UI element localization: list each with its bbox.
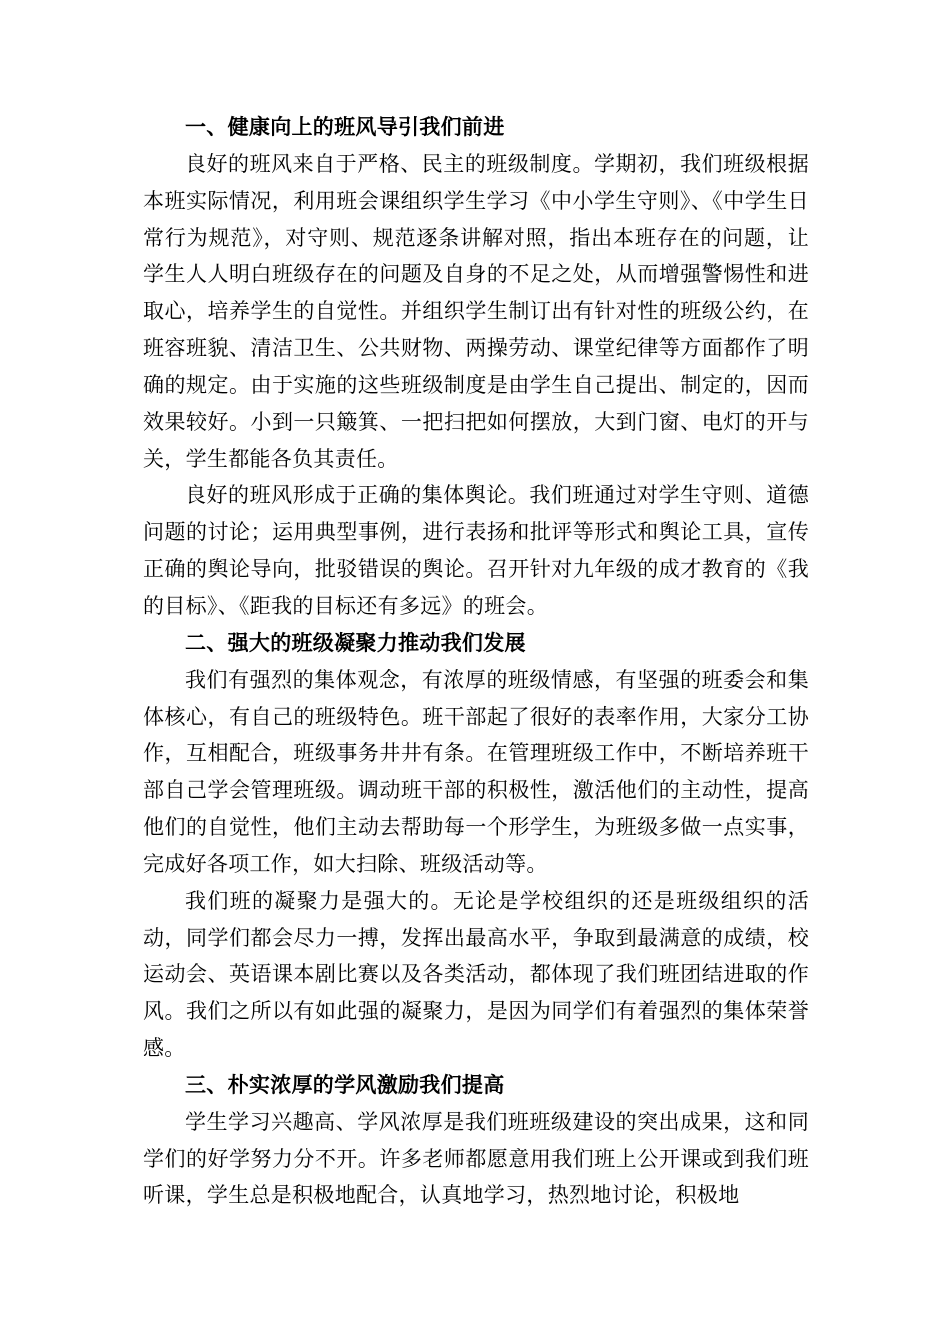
section-2-paragraph-2: 我们班的凝聚力是强大的。无论是学校组织的还是班级组织的活动，同学们都会尽力一搏，发挥出最高水平，争取到最满意的成绩，校运动会、英语课本剧比赛以及各类活动，都体现了我们班团结进取的作风。我们之所以有如此强的凝聚力，是因为同学们有着强烈的集体荣誉感。 <box>143 888 809 1061</box>
section-1-paragraph-1: 良好的班风来自于严格、民主的班级制度。学期初，我们班级根据本班实际情况，利用班会课组织学生学习《中小学生守则》、《中学生日常行为规范》，对守则、规范逐条讲解对照，指出本班存在的问题，让学生人人明白班级存在的问题及自身的不足之处，从而增强警惕性和进取心，培养学生的自觉性。并组织学生制订出有针对性的班级公约，在班容班貌、清洁卫生、公共财物、两操劳动、课堂纪律等方面都作了明确的规定。由于实施的这些班级制度是由学生自己提出、制定的，因而效果较好。小到一只簸箕、一把扫把如何摆放，大到门窗、电灯的开与关，学生都能各负其责任。 <box>143 151 809 471</box>
section-heading-1: 一、健康向上的班风导引我们前进 <box>185 115 505 139</box>
section-3-paragraph-1: 学生学习兴趣高、学风浓厚是我们班班级建设的突出成果，这和同学们的好学努力分不开。许多老师都愿意用我们班上公开课或到我们班听课，学生总是积极地配合，认真地学习，热烈地讨论，积极地 <box>143 1109 809 1208</box>
section-heading-3: 三、朴实浓厚的学风激励我们提高 <box>185 1072 505 1097</box>
document-body <box>143 109 809 1214</box>
section-1-paragraph-2: 良好的班风形成于正确的集体舆论。我们班通过对学生守则、道德问题的讨论；运用典型事例，进行表扬和批评等形式和舆论工具，宣传正确的舆论导向，批驳错误的舆论。召开针对九年级的成才教育的《我的目标》、《距我的目标还有多远》的班会。 <box>143 483 809 618</box>
section-2-paragraph-1: 我们有强烈的集体观念，有浓厚的班级情感，有坚强的班委会和集体核心，有自己的班级特色。班干部起了很好的表率作用，大家分工协作，互相配合，班级事务井井有条。在管理班级工作中，不断培养班干部自己学会管理班级。调动班干部的积极性，激活他们的主动性，提高他们的自觉性，他们主动去帮助每一个形学生，为班级多做一点实事，完成好各项工作，如大扫除、班级活动等。 <box>143 667 809 876</box>
section-heading-2: 二、强大的班级凝聚力推动我们发展 <box>185 630 526 655</box>
